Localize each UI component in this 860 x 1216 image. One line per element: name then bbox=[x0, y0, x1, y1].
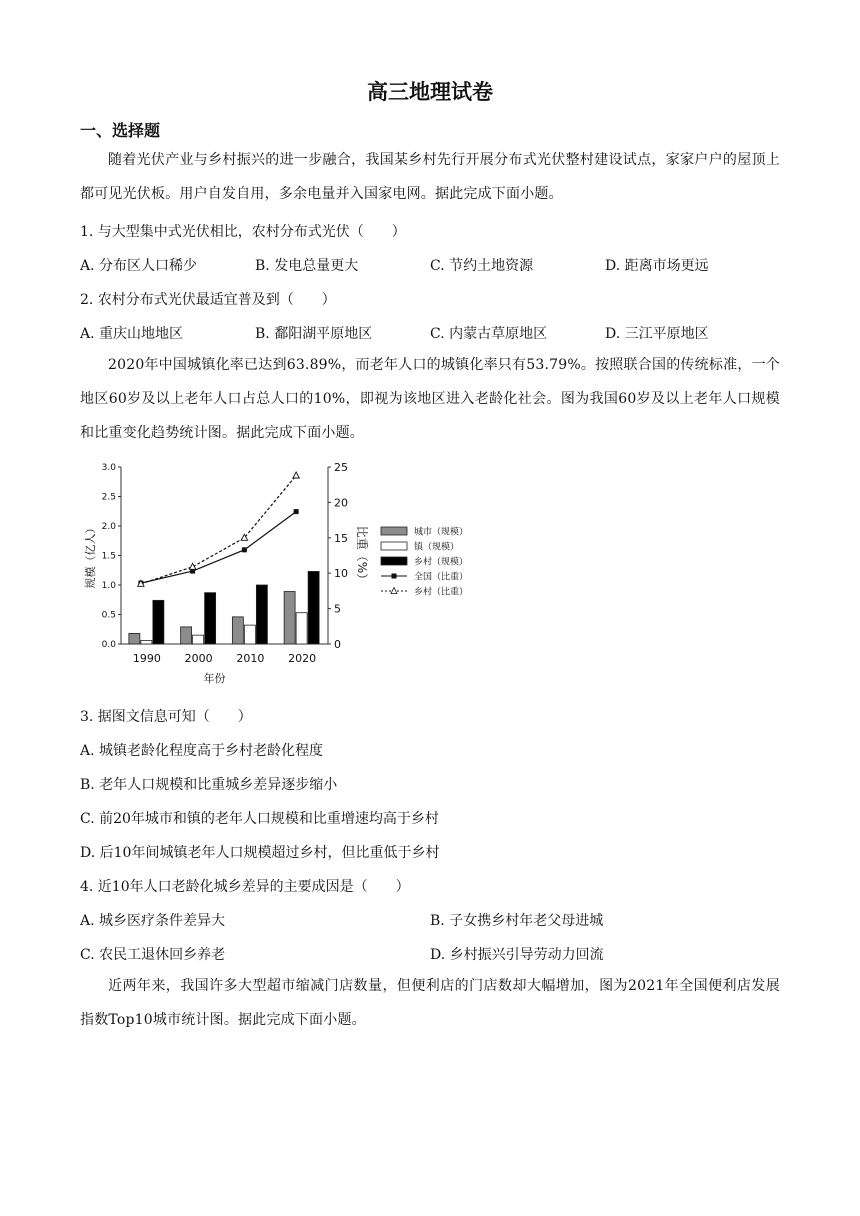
bar-2-1990 bbox=[153, 600, 164, 644]
y-tick-label-right: 20 bbox=[334, 496, 348, 510]
q4-option-b[interactable]: B. 子女携乡村年老父母进城 bbox=[430, 913, 604, 929]
marker-square-2010 bbox=[242, 547, 247, 552]
question-4-options-row2 bbox=[80, 944, 780, 964]
x-tick-label: 2020 bbox=[288, 652, 317, 665]
x-tick-label: 2000 bbox=[184, 652, 213, 665]
y-tick-label-right: 25 bbox=[334, 461, 348, 474]
line-series-1 bbox=[141, 475, 296, 583]
passage-solar: 随着光伏产业与乡村振兴的进一步融合，我国某乡村先行开展分布式光伏整村建设试点，家家户户的屋顶上都可见光伏板。用户自发自用，多余电量并入国家电网。据此完成下面小题。 bbox=[80, 152, 780, 202]
legend-label-1: 镇（规模） bbox=[414, 542, 460, 553]
y-tick-label-left: 1.5 bbox=[101, 551, 116, 562]
q3-option-d[interactable]: D. 后10年间城镇老年人口规模超过乡村，但比重低于乡村 bbox=[80, 845, 440, 861]
page-title: 高三地理试卷 bbox=[367, 80, 493, 104]
question-1-stem: 1. 与大型集中式光伏相比，农村分布式光伏（ ） bbox=[80, 224, 406, 240]
question-4-options-row1 bbox=[80, 910, 780, 930]
x-tick-label: 1990 bbox=[132, 652, 161, 665]
q2-option-a[interactable]: A. 重庆山地地区 bbox=[80, 326, 184, 342]
y-tick-label-left: 0.5 bbox=[101, 610, 116, 621]
legend-label-3: 全国（比重） bbox=[414, 572, 469, 583]
q1-option-c[interactable]: C. 节约土地资源 bbox=[430, 258, 534, 274]
y-axis-title-right: 比重（%） bbox=[355, 525, 369, 586]
q1-option-d[interactable]: D. 距离市场更远 bbox=[605, 258, 709, 274]
q2-option-c[interactable]: C. 内蒙古草原地区 bbox=[430, 326, 548, 342]
marker-square-2020 bbox=[294, 509, 299, 514]
x-tick-label: 2010 bbox=[236, 652, 265, 665]
bar-0-2010 bbox=[232, 617, 243, 644]
question-2-options bbox=[80, 323, 780, 343]
legend-label-0: 城市（规模） bbox=[414, 527, 469, 538]
bar-1-2020 bbox=[296, 613, 307, 644]
y-tick-label-left: 0.0 bbox=[101, 640, 116, 650]
question-2-stem: 2. 农村分布式光伏最适宜普及到（ ） bbox=[80, 292, 336, 308]
q2-option-d[interactable]: D. 三江平原地区 bbox=[605, 326, 709, 342]
y-tick-label-left: 2.0 bbox=[101, 522, 116, 532]
aging-chart bbox=[84, 455, 488, 690]
bar-2-2010 bbox=[256, 585, 267, 644]
y-tick-label-right: 10 bbox=[334, 567, 348, 581]
y-tick-label-right: 15 bbox=[334, 531, 348, 545]
question-4-stem: 4. 近10年人口老龄化城乡差异的主要成因是（ ） bbox=[80, 879, 410, 895]
y-tick-label-right: 5 bbox=[334, 602, 341, 616]
legend-marker-4 bbox=[391, 588, 397, 594]
passage-aging: 2020年中国城镇化率已达到63.89%，而老年人口的城镇化率只有53.79%。按照联合国的传统标准，一个地区60岁及以上老年人口占总人口的10%，即视为该地区进入老龄化社会。图为我国60岁及以上老年人口规模和比重变化趋势统计图。据此完成下面小题。 bbox=[80, 357, 780, 441]
legend-label-4: 乡村（比重） bbox=[414, 587, 469, 598]
legend-swatch-2 bbox=[381, 557, 407, 565]
marker-triangle-2000 bbox=[189, 563, 195, 569]
bar-0-1990 bbox=[129, 633, 140, 644]
q4-option-a[interactable]: A. 城乡医疗条件差异大 bbox=[80, 913, 226, 929]
q4-option-d[interactable]: D. 乡村振兴引导劳动力回流 bbox=[430, 947, 604, 963]
question-3-stem: 3. 据图文信息可知（ ） bbox=[80, 709, 252, 725]
bar-0-2020 bbox=[284, 591, 295, 644]
bar-0-2000 bbox=[181, 627, 192, 644]
q3-option-b[interactable]: B. 老年人口规模和比重城乡差异逐步缩小 bbox=[80, 777, 338, 793]
y-axis-title-left: 规模（亿人） bbox=[84, 522, 97, 589]
line-series-0 bbox=[141, 512, 296, 584]
x-axis-title: 年份 bbox=[203, 672, 226, 685]
q3-option-a[interactable]: A. 城镇老龄化程度高于乡村老龄化程度 bbox=[80, 743, 324, 759]
passage-convenience-store: 近两年来，我国许多大型超市缩减门店数量，但便利店的门店数却大幅增加，图为2021年全国便利店发展指数Top10城市统计图。据此完成下面小题。 bbox=[80, 978, 780, 1028]
q2-option-b[interactable]: B. 鄱阳湖平原地区 bbox=[255, 326, 373, 342]
section-heading: 一、选择题 bbox=[80, 121, 161, 140]
bar-1-1990 bbox=[141, 640, 152, 644]
marker-triangle-2020 bbox=[293, 472, 299, 478]
q1-option-b[interactable]: B. 发电总量更大 bbox=[255, 258, 359, 274]
y-tick-label-left: 2.5 bbox=[101, 492, 116, 503]
bar-1-2010 bbox=[244, 625, 255, 644]
legend-marker-3 bbox=[392, 574, 397, 579]
legend-swatch-0 bbox=[381, 527, 407, 535]
bar-2-2020 bbox=[308, 571, 319, 644]
q1-option-a[interactable]: A. 分布区人口稀少 bbox=[80, 258, 198, 274]
bar-1-2000 bbox=[193, 635, 204, 644]
y-tick-label-left: 3.0 bbox=[101, 463, 116, 473]
y-tick-label-left: 1.0 bbox=[101, 581, 116, 591]
legend-label-2: 乡村（规模） bbox=[414, 557, 469, 568]
bar-2-2000 bbox=[205, 593, 216, 644]
legend-swatch-1 bbox=[381, 542, 407, 550]
q4-option-c[interactable]: C. 农民工退休回乡养老 bbox=[80, 947, 226, 963]
q3-option-c[interactable]: C. 前20年城市和镇的老年人口规模和比重增速均高于乡村 bbox=[80, 811, 439, 827]
question-1-options bbox=[80, 255, 780, 275]
y-tick-label-right: 0 bbox=[334, 638, 341, 651]
